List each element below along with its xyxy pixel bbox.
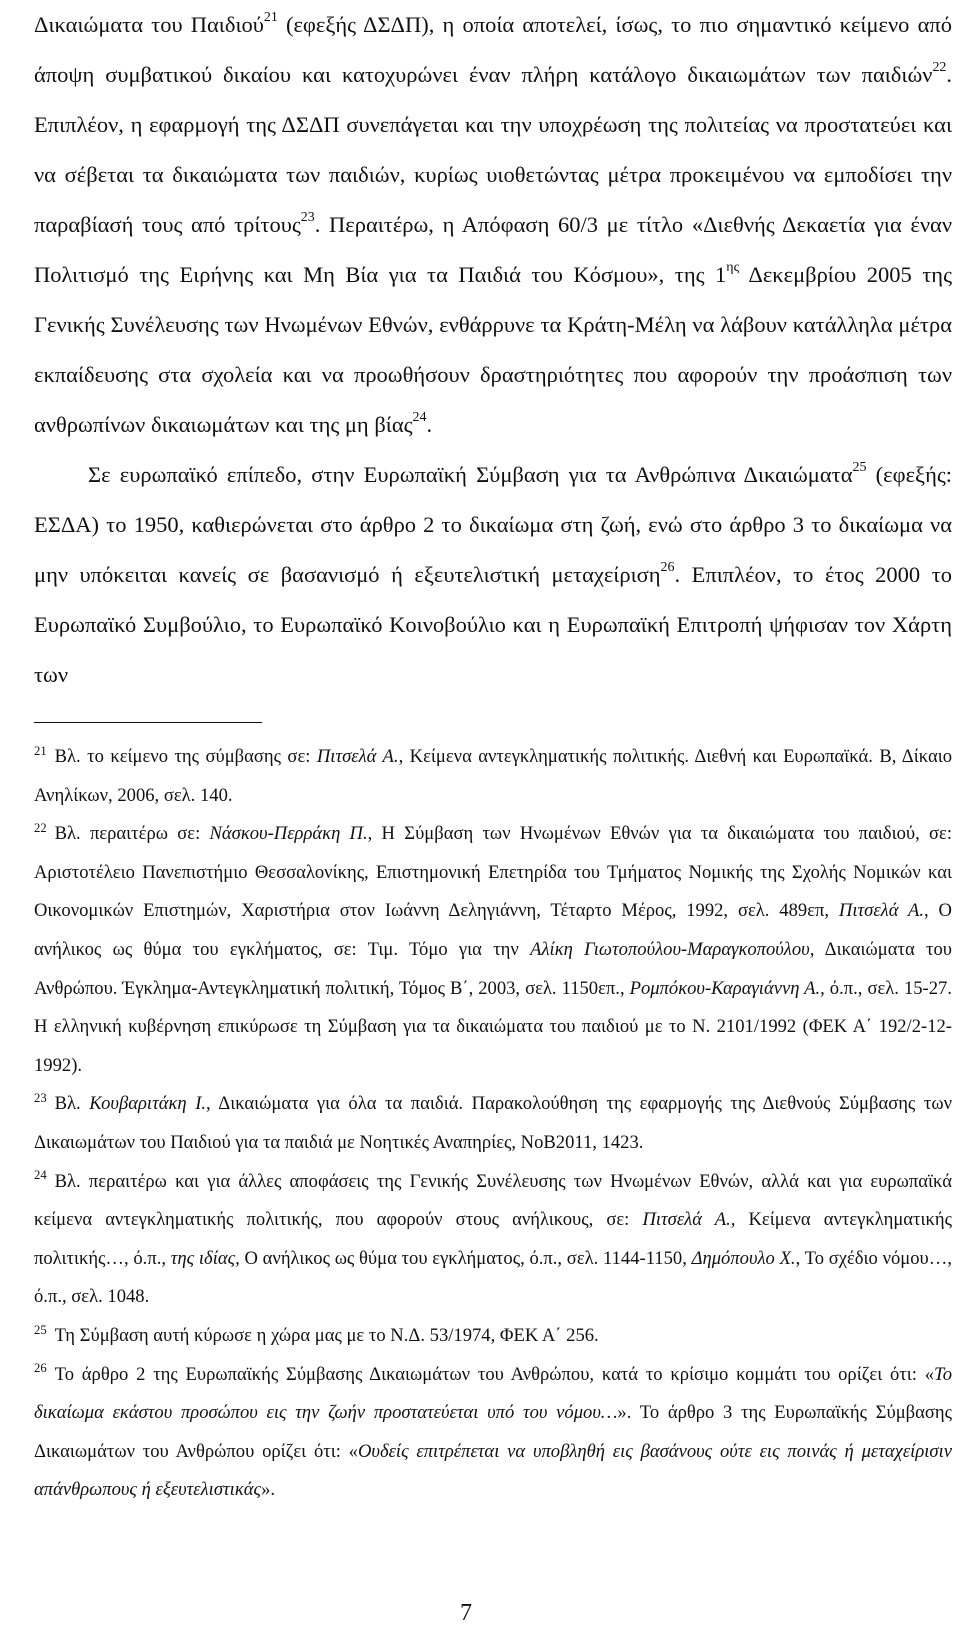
text-run: . Επιπλέον, η εφαρμογή της ΔΣΔΠ συνεπάγεται και την υποχρέωση της πολιτείας να προστατεύει και να σέβεται τα δικαιώματα των παιδιών, κυρίως υιοθετώντας μέτρα προκειμένου να εμποδίσει την παραβίασή τους από τρίτους [34,62,952,237]
quote: Ουδείς επιτρέπεται να υποβληθή εις βασάνους ούτε εις ποινάς ή μεταχείρισιν απάνθρωπους ή εξευτελιστικάς [34,1440,952,1501]
text-run: Τη Σύμβαση αυτή κύρωσε η χώρα μας με το Ν.Δ. 53/1974, ΦΕΚ Α΄ 256. [54,1324,599,1346]
text-run: Το άρθρο 2 της Ευρωπαϊκής Σύμβασης Δικαιωμάτων του Ανθρώπου, κατά το κρίσιμο κομμάτι του ορίζει ότι: « [54,1363,935,1385]
text-run: Βλ. περαιτέρω και για άλλες αποφάσεις της Γενικής Συνέλευσης των Ηνωμένων Εθνών, αλλά και για ευρωπαϊκά κείμενα αντεγκληματικής πολιτικής, που αφορούν στους ανήλικους, σε: [34,1170,952,1231]
footnote-number: 21 [34,743,47,758]
text-run: Δικαιώματα του Ανθρώπου. Έγκλημα-Αντεγκληματική πολιτική, Τόμος Β΄, 2003, σελ. 1150επ., [34,938,952,999]
text-run: Ο ανήλικος ως θύμα του εγκλήματος, ό.π., σελ. 1144-1150, [239,1247,692,1269]
text-run: (εφεξής: ΕΣΔΑ) το 1950, καθιερώνεται στο άρθρο 2 το δικαίωμα στη ζωή, ενώ στο άρθρο 3 το δικαίωμα να μην υπόκειται κανείς σε βασανισμό ή εξευτελιστική μεταχείριση [34,462,952,587]
author-name: Κουβαριτάκη Ι. [89,1093,207,1115]
footnote-ref-24[interactable]: 24 [412,410,427,426]
page-number: 7 [460,1600,472,1626]
author-name: Πιτσελά Α. [838,900,925,922]
footnote-21 [34,738,952,815]
author-name: Ρομπόκου-Καραγιάννη Α. [629,977,821,999]
paragraph-1 [34,0,952,450]
footnote-25 [34,1317,952,1356]
text-run: , ό.π., σελ. 15-27. Η ελληνική κυβέρνηση επικύρωσε τη Σύμβαση για τα δικαιώματα του παιδιού με το Ν. 2101/1992 (ΦΕΚ Α΄ 192/2-12-1992). [34,977,952,1076]
text-run: , Ο ανήλικος ως θύμα του εγκλήματος, σε: Τιμ. Τόμο για την [34,900,952,960]
author-name: Πιτσελά Α. [642,1209,731,1231]
author-name: Δημόπουλο Χ. [691,1247,796,1269]
text-run: Βλ. [54,1093,90,1115]
text-run: , Δικαιώματα για όλα τα παιδιά. Παρακολούθηση της εφαρμογής της Διεθνούς Σύμβασης των Δικαιωμάτων του Παιδιού για τα παιδιά με Νοητικές Αναπηρίες, ΝοΒ2011, 1423. [34,1093,952,1153]
footnote-24 [34,1163,952,1317]
footnote-separator [34,722,262,723]
footnote-ref-26[interactable]: 26 [660,560,675,576]
text-run: , Κείμενα αντεγκληματικής πολιτικής…, ό.π., [34,1209,952,1269]
text-run: Σε ευρωπαϊκό επίπεδο, στην Ευρωπαϊκή Σύμβαση για τα Ανθρώπινα Δικαιώματα [88,462,853,487]
footnote-ref-23[interactable]: 23 [300,210,315,226]
text-run: ». Το άρθρο 3 της Ευρωπαϊκής Σύμβασης Δικαιωμάτων του Ανθρώπου ορίζει ότι: « [34,1402,952,1462]
footnote-number: 26 [34,1361,47,1376]
footnote-23 [34,1085,952,1162]
footnote-number: 23 [34,1091,47,1106]
footnote-26 [34,1356,952,1510]
quote: Το δικαίωμα εκάστου προσώπου εις την ζωήν προστατεύεται υπό του νόμου… [34,1363,952,1424]
text-run: Βλ. περαιτέρω σε: [54,823,210,845]
footnote-number: 22 [34,821,47,835]
text-run: , Το σχέδιο νόμου…, ό.π., σελ. 1048. [34,1247,952,1308]
text-run: . [426,412,433,437]
footnote-22 [34,815,952,1085]
footnotes [34,738,952,1510]
author-name: Πιτσελά Α. [316,746,399,767]
footnote-ref-25[interactable]: 25 [852,460,867,476]
ordinal-superscript: ης [726,260,740,276]
paragraph-2 [34,450,952,700]
main-text [34,0,952,700]
text-run: (εφεξής ΔΣΔΠ), η οποία αποτελεί, ίσως, το πιο σημαντικό κείμενο από άποψη συμβατικού δικαίου και κατοχυρώνει έναν πλήρη κατάλογο δικαιωμάτων των παιδιών [34,12,952,87]
footnote-ref-21[interactable]: 21 [263,10,278,26]
text-run: , Κείμενα αντεγκληματικής πολιτικής. Διεθνή και Ευρωπαϊκά. Β, Δίκαιο Ανηλίκων, 2006, σελ. 140. [34,746,953,806]
document-page [34,0,952,1641]
footnote-ref-22[interactable]: 22 [932,60,947,76]
text-run: Δεκεμβρίου 2005 της Γενικής Συνέλευσης των Ηνωμένων Εθνών, ενθάρρυνε τα Κράτη-Μέλη να λάβουν κατάλληλα μέτρα εκπαίδευσης στα σχολεία και να προωθήσουν δραστηριότητες που αφορούν την προάσπιση των ανθρωπίνων δικαιωμάτων και της μη βίας [34,262,952,437]
footnote-number: 25 [34,1322,47,1337]
author-name: Αλίκη Γιωτοπούλου-Μαραγκοπούλου, [530,938,815,960]
text-run: ». [261,1479,276,1501]
footnote-number: 24 [34,1168,47,1183]
author-name: της ιδίας, [170,1247,240,1269]
author-name: Νάσκου-Περράκη Π. [209,823,368,845]
text-run: , Η Σύμβαση των Ηνωμένων Εθνών για τα δικαιώματα του παιδιού, σε: Αριστοτέλειο Πανεπιστήμιο Θεσσαλονίκης, Επιστημονική Επετηρίδα του Τμήματος Νομικής της Σχολής Νομικών και Οικονομικών Επιστημών, Χαριστήρια στον Ιωάννη Δεληγιάννη, Τέταρτο Μέρος, 1992, σελ. 489επ, [34,823,952,922]
text-run: Δικαιώματα του Παιδιού [34,12,264,37]
text-run: Βλ. το κείμενο της σύμβασης σε: [54,746,317,767]
text-run: . Περαιτέρω, η Απόφαση 60/3 με τίτλο «Διεθνής Δεκαετία για έναν Πολιτισμό της Ειρήνης και Μη Βία για τα Παιδιά του Κόσμου», της 1 [34,212,952,287]
text-run: . Επιπλέον, το έτος 2000 το Ευρωπαϊκό Συμβούλιο, το Ευρωπαϊκό Κοινοβούλιο και η Ευρωπαϊκή Επιτροπή ψήφισαν τον Χάρτη των [34,562,952,687]
